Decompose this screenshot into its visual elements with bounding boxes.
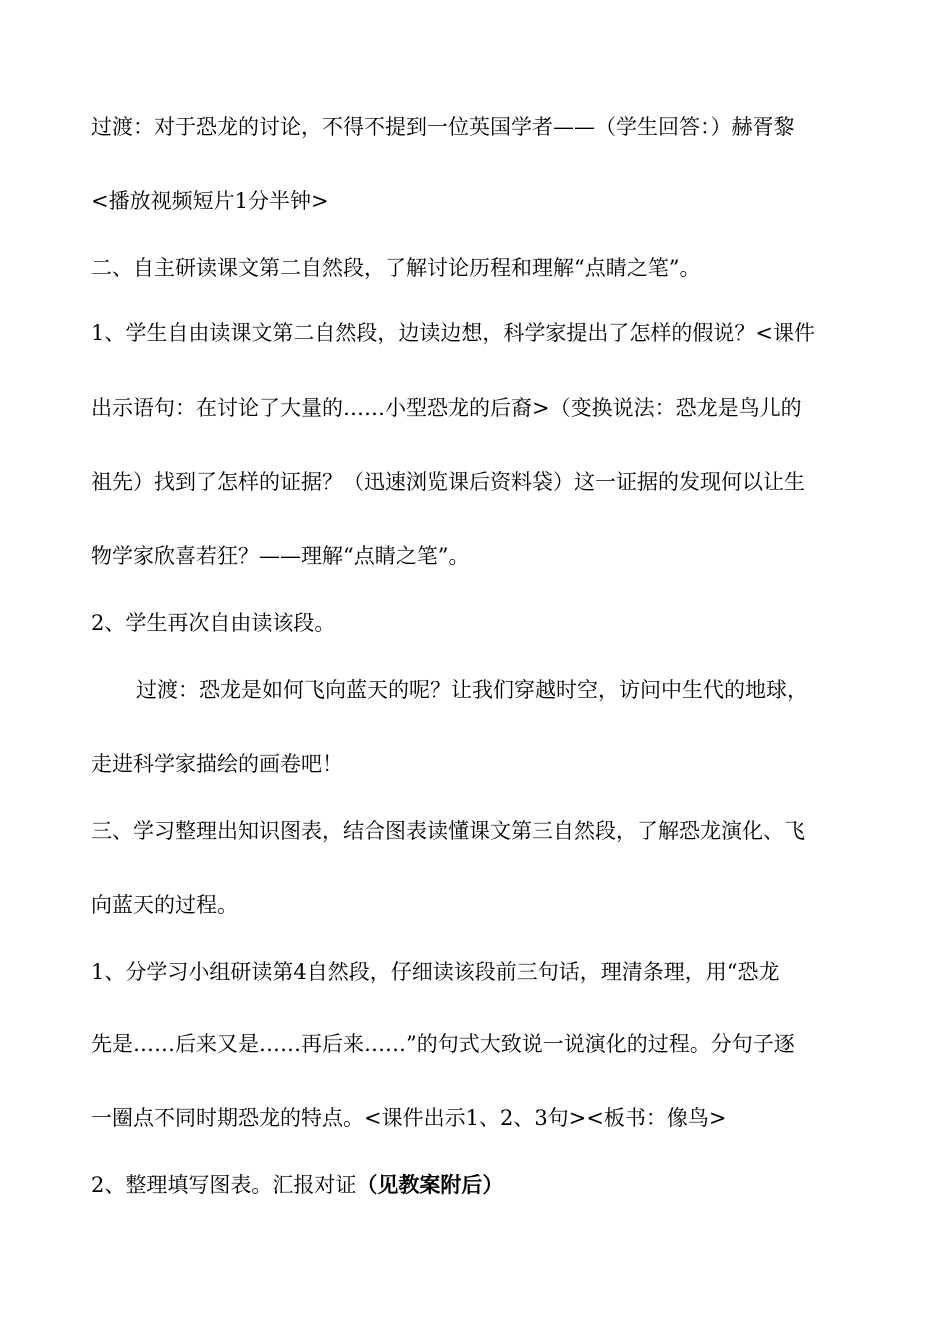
section-heading-2: 二、自主研读课文第二自然段，了解讨论历程和理解“点睛之笔”。 [91,256,701,280]
step-3-2-text: 2、整理填写图表。汇报对证 [91,1173,357,1197]
step-1-line-3: 祖先）找到了怎样的证据？（迅速浏览课后资料袋）这一证据的发现何以让生 [91,470,805,494]
step-3-2-line [91,1170,861,1200]
step-1-line-1: 1、学生自由读课文第二自然段，边读边想，科学家提出了怎样的假说？<课件 [91,321,815,345]
step-2-line: 2、学生再次自由读该段。 [91,611,336,635]
section-heading-3-line-2: 向蓝天的过程。 [91,893,238,917]
step-1-line-2: 出示语句：在讨论了大量的……小型恐龙的后裔>（变换说法：恐龙是鸟儿的 [91,396,802,420]
step-3-2-bold-note: （见教案附后） [356,1172,504,1197]
step-3-1-line-1: 1、分学习小组研读第4自然段，仔细读该段前三句话，理清条理，用“恐龙 [91,960,780,984]
section-heading-3-line-1: 三、学习整理出知识图表，结合图表读懂课文第三自然段，了解恐龙演化、飞 [91,819,805,843]
step-1-line-4: 物学家欣喜若狂？——理解“点睛之笔”。 [91,544,470,568]
step-3-1-line-2: 先是……后来又是……再后来……”的句式大致说一说演化的过程。分句子逐 [91,1032,795,1056]
step-3-1-line-3: 一圈点不同时期恐龙的特点。<课件出示1、2、3句><板书：像鸟> [91,1106,727,1130]
transition-paragraph-2-line-2: 走进科学家描绘的画卷吧！ [91,752,343,776]
transition-paragraph-1: 过渡：对于恐龙的讨论，不得不提到一位英国学者——（学生回答：）赫胥黎 [91,115,795,139]
transition-paragraph-2-line-1: 过渡：恐龙是如何飞向蓝天的呢？让我们穿越时空，访问中生代的地球， [136,678,808,702]
video-note: <播放视频短片1分半钟> [91,189,329,213]
